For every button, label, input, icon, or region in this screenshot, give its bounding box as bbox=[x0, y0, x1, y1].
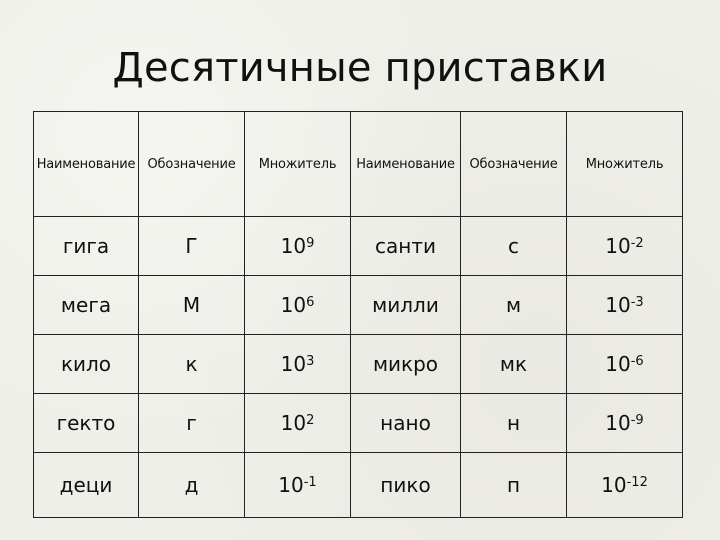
prefix-symbol-cell: с bbox=[461, 217, 567, 276]
prefix-name-cell: пико bbox=[351, 453, 461, 518]
header-multiplier-2: Множитель bbox=[567, 112, 683, 217]
multiplier-base: 10 bbox=[605, 234, 631, 258]
prefix-symbol-cell: мк bbox=[461, 335, 567, 394]
multiplier-base: 10 bbox=[601, 473, 627, 497]
table-row bbox=[34, 453, 683, 518]
multiplier-cell bbox=[567, 217, 683, 276]
multiplier-exponent: -9 bbox=[630, 412, 644, 428]
prefix-symbol-cell: к bbox=[139, 335, 245, 394]
multiplier-exponent: 9 bbox=[306, 235, 315, 251]
multiplier-cell bbox=[245, 335, 351, 394]
prefix-symbol-cell: н bbox=[461, 394, 567, 453]
prefix-name-cell: микро bbox=[351, 335, 461, 394]
multiplier-exponent: 3 bbox=[306, 353, 315, 369]
prefix-name-cell: деци bbox=[34, 453, 139, 518]
multiplier-cell bbox=[245, 453, 351, 518]
prefixes-table bbox=[33, 111, 683, 518]
prefix-symbol-cell: д bbox=[139, 453, 245, 518]
multiplier-base: 10 bbox=[280, 352, 307, 376]
multiplier-cell bbox=[567, 335, 683, 394]
multiplier-base: 10 bbox=[605, 411, 631, 435]
multiplier-base: 10 bbox=[605, 352, 631, 376]
multiplier-cell bbox=[567, 394, 683, 453]
table-row bbox=[34, 335, 683, 394]
multiplier-cell bbox=[567, 276, 683, 335]
header-symbol-1: Обозначение bbox=[139, 112, 245, 217]
page-title: Десятичные приставки bbox=[112, 45, 608, 91]
multiplier-exponent: -3 bbox=[630, 294, 644, 310]
multiplier-exponent: -2 bbox=[630, 235, 644, 251]
header-name-2: Наименование bbox=[351, 112, 461, 217]
table-row bbox=[34, 217, 683, 276]
multiplier-base: 10 bbox=[605, 293, 631, 317]
prefix-name-cell: гекто bbox=[34, 394, 139, 453]
prefix-name-cell: милли bbox=[351, 276, 461, 335]
header-symbol-2: Обозначение bbox=[461, 112, 567, 217]
multiplier-exponent: 6 bbox=[306, 294, 315, 310]
prefix-name-cell: гига bbox=[34, 217, 139, 276]
prefix-name-cell: нано bbox=[351, 394, 461, 453]
multiplier-exponent: -6 bbox=[630, 353, 644, 369]
prefix-symbol-cell: М bbox=[139, 276, 245, 335]
multiplier-base: 10 bbox=[280, 411, 307, 435]
multiplier-base: 10 bbox=[280, 293, 307, 317]
table-row bbox=[34, 394, 683, 453]
multiplier-cell bbox=[245, 276, 351, 335]
multiplier-base: 10 bbox=[278, 473, 304, 497]
multiplier-exponent: -1 bbox=[303, 474, 317, 490]
multiplier-exponent: 2 bbox=[306, 412, 315, 428]
multiplier-cell bbox=[245, 394, 351, 453]
prefix-symbol-cell: м bbox=[461, 276, 567, 335]
multiplier-base: 10 bbox=[280, 234, 307, 258]
multiplier-exponent: -12 bbox=[626, 474, 648, 490]
table-row bbox=[34, 276, 683, 335]
multiplier-cell bbox=[245, 217, 351, 276]
header-multiplier-1: Множитель bbox=[245, 112, 351, 217]
multiplier-cell bbox=[567, 453, 683, 518]
prefix-symbol-cell: п bbox=[461, 453, 567, 518]
prefix-name-cell: мега bbox=[34, 276, 139, 335]
prefix-name-cell: санти bbox=[351, 217, 461, 276]
table-header-row bbox=[34, 112, 683, 217]
prefix-symbol-cell: г bbox=[139, 394, 245, 453]
header-name-1: Наименование bbox=[34, 112, 139, 217]
prefix-symbol-cell: Г bbox=[139, 217, 245, 276]
prefix-name-cell: кило bbox=[34, 335, 139, 394]
